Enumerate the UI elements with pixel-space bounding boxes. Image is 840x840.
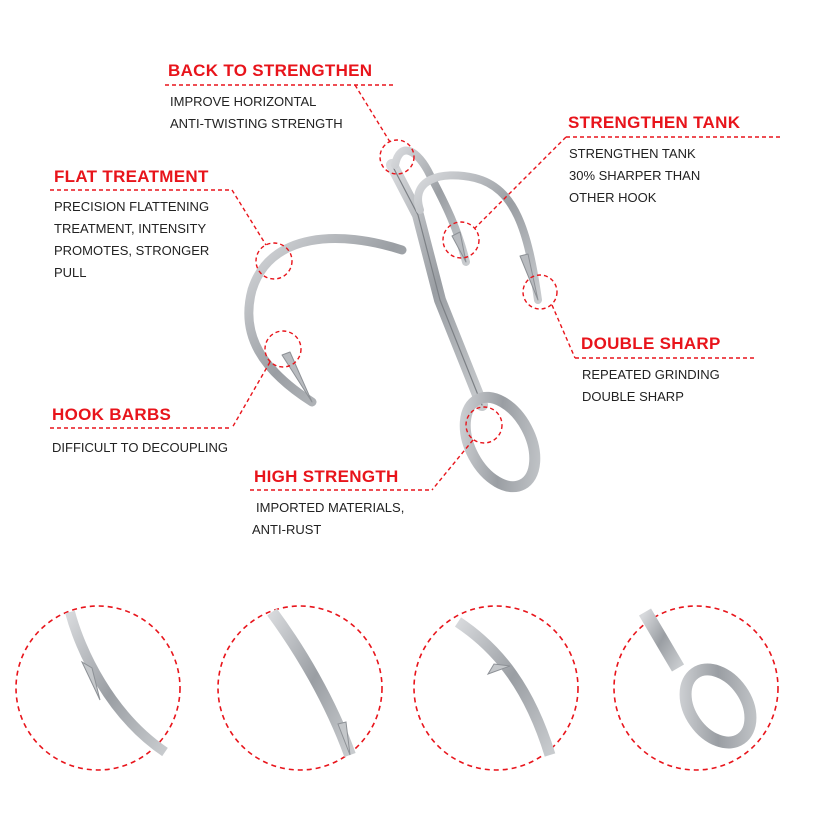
description-line: TREATMENT, INTENSITY (54, 221, 207, 236)
callout-title: BACK TO STRENGTHEN (168, 61, 373, 80)
description-line: PULL (54, 265, 87, 280)
description-line: PRECISION FLATTENING (54, 199, 210, 214)
hook-body (249, 151, 549, 499)
description-line: STRENGTHEN TANK (569, 146, 696, 161)
point-closeup-icon (218, 606, 382, 770)
description-line: DIFFICULT TO DECOUPLING (52, 440, 229, 455)
eye-closeup-icon (614, 606, 778, 770)
callout-title: DOUBLE SHARP (581, 334, 721, 353)
callout-description (54, 196, 209, 284)
callout-description (252, 497, 404, 541)
callout-title: HOOK BARBS (52, 405, 172, 424)
detail-circles (16, 606, 778, 770)
callout-description (52, 437, 228, 459)
callout-title: FLAT TREATMENT (54, 167, 209, 186)
callout-title: HIGH STRENGTH (254, 467, 399, 486)
callout-title: STRENGTHEN TANK (568, 113, 741, 132)
double-sharp-closeup-icon (414, 606, 578, 770)
description-line: REPEATED GRINDING (582, 367, 720, 382)
description-line: IMPROVE HORIZONTAL (170, 94, 317, 109)
barb-closeup-icon (16, 606, 180, 770)
description-line: IMPORTED MATERIALS, (256, 500, 405, 515)
description-line: DOUBLE SHARP (582, 389, 684, 404)
callout-description (582, 364, 720, 408)
callout-description (170, 91, 343, 135)
description-line: PROMOTES, STRONGER (54, 243, 210, 258)
callout-description (569, 143, 700, 209)
description-line: ANTI-RUST (252, 522, 322, 537)
description-line: ANTI-TWISTING STRENGTH (170, 116, 343, 131)
description-line: OTHER HOOK (569, 190, 657, 205)
description-line: 30% SHARPER THAN (569, 168, 701, 183)
hook-eye (451, 386, 549, 499)
